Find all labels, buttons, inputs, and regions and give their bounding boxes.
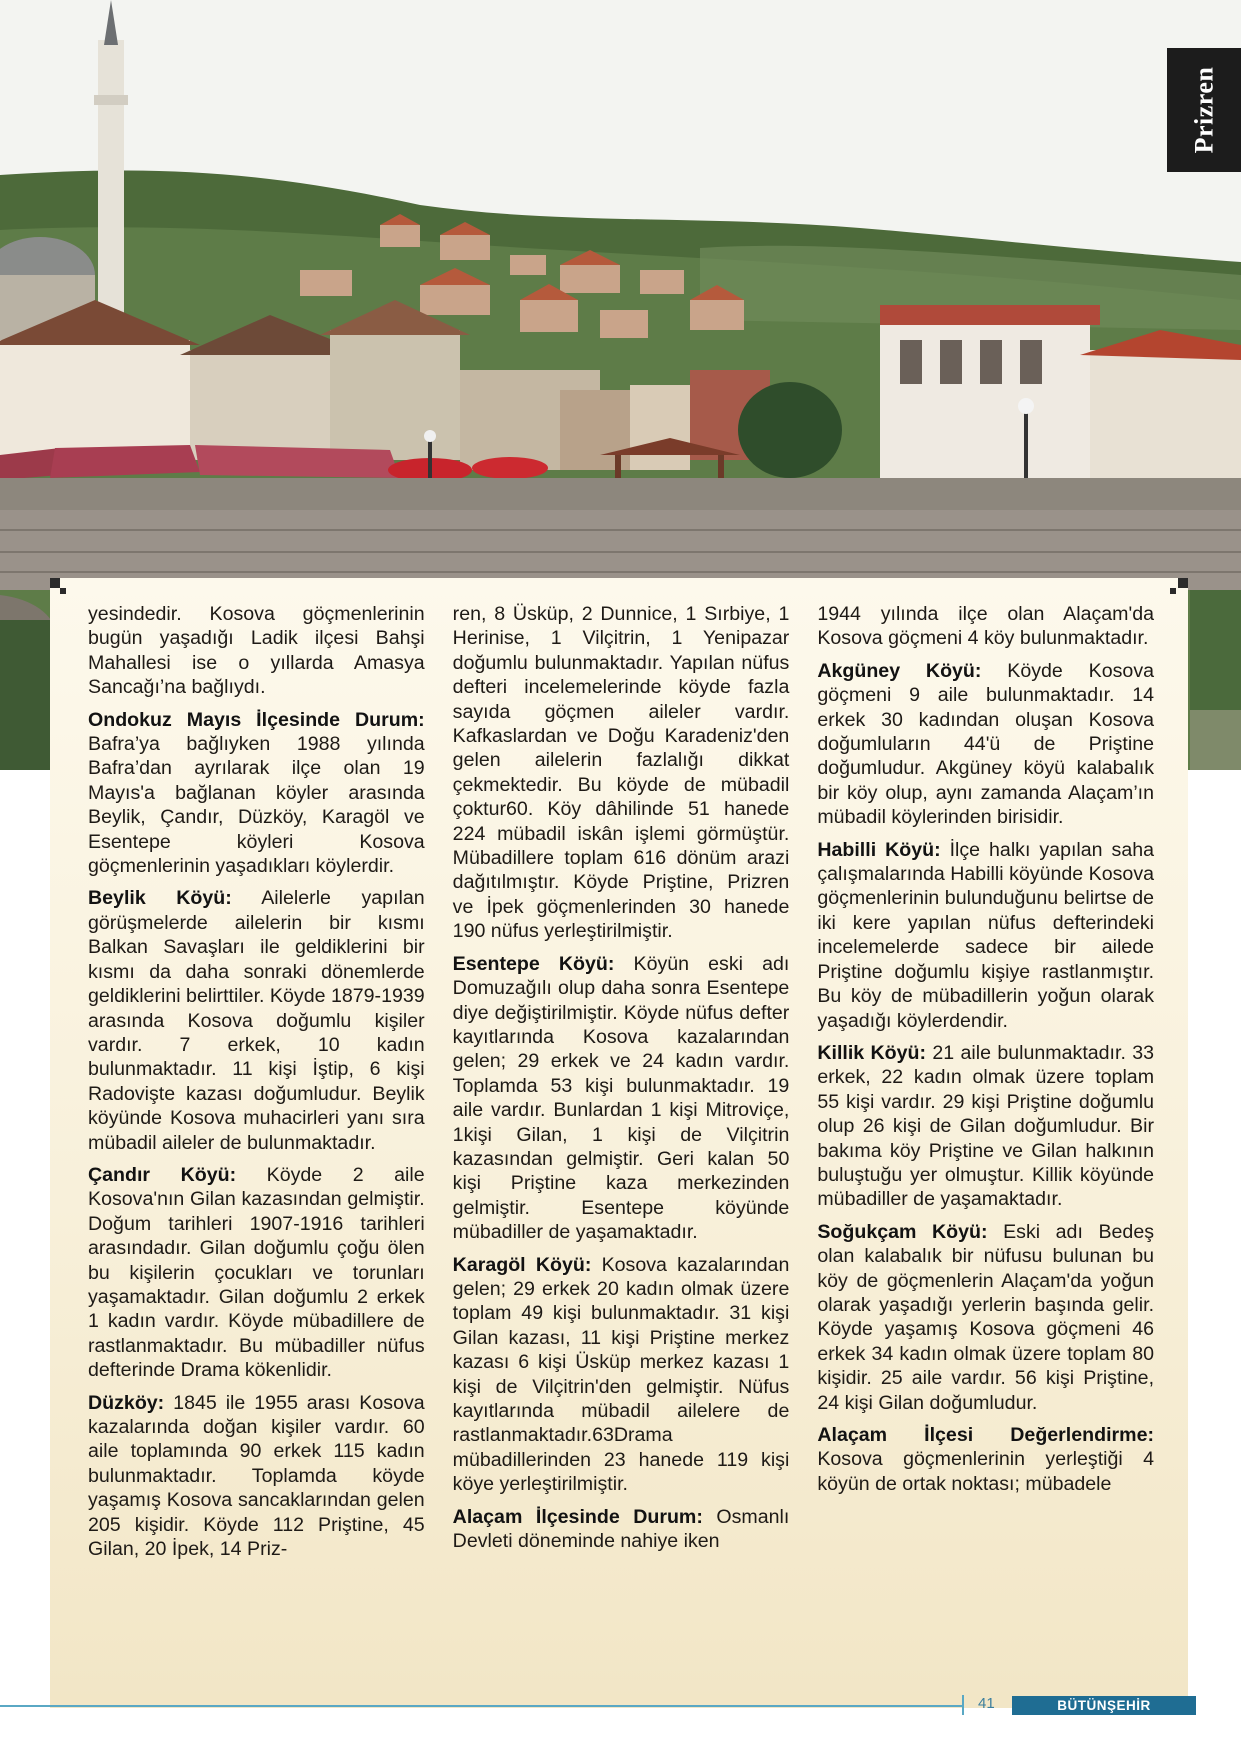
- paragraph-heading: Alaçam İlçesinde Durum:: [452, 1505, 703, 1528]
- paragraph-heading: Esentepe Köyü:: [452, 952, 615, 975]
- paragraph: Alaçam İlçesi Değerlendirme: Kosova göçmenlerinin yerleştiği 4 köyün de ortak noktası; mübadele: [817, 1424, 1155, 1495]
- paragraph: Esentepe Köyü: Köyün eski adı Domuzağılı olup daha sonra Esentepe diye değiştirilmiştir. Köyde nüfus defter kayıtlarında Kosova kazalarından gelen; 29 erkek ve 24 kadın vardır. Toplamda 53 kişi bulunmaktadır. 19 aile vardır. Bunlardan 1 kişi Mitroviçe, 1kişi Gilan, 1 kişi de Vilçitrin kazasından gelmiştir. Geri kalan 50 kişi Priştine kaza merkezinden gelmiştir. Esentepe köyünde mübadiller de yaşamaktadır.: [452, 952, 790, 1244]
- paragraph-heading: Karagöl Köyü:: [452, 1253, 592, 1276]
- paragraph: 1944 yılında ilçe olan Alaçam'da Kosova göçmeni 4 köy bulunmaktadır.: [817, 603, 1155, 650]
- paragraph-heading: Alaçam İlçesi Değerlendirme:: [817, 1424, 1155, 1446]
- magazine-brand: BÜTÜNŞEHİR: [1012, 1696, 1196, 1715]
- footer-rule: [0, 1705, 964, 1707]
- paragraph-heading: Beylik Köyü:: [88, 887, 232, 910]
- paragraph: Düzköy: 1845 ile 1955 arası Kosova kazalarında doğan kişiler vardır. 60 aile toplamında 90 erkek 115 kadın bulunmaktadır. Toplamda köyde yaşamış Kosova sancaklarından gelen 205 kişidir. Köyde 112 Priştine, 45 Gilan, 20 İpek, 14 Priz-: [88, 1391, 425, 1561]
- panel-corner-mark: [1170, 588, 1176, 594]
- paragraph-heading: Ondokuz Mayıs İlçesinde Durum:: [88, 708, 425, 731]
- article-column-1: [88, 602, 425, 1662]
- paragraph: Beylik Köyü: Ailelerle yapılan görüşmelerde ailelerin bir kısmı Balkan Savaşları ile geldiklerini bir kısmı da daha sonraki dönemlerde geldiklerini belirttiler. Köyde 1879-1939 arasında Kosova doğumlu kişiler vardır. 7 erkek, 10 kadın bulunmaktadır. 11 kişi İştip, 6 kişi Radovişte kazası doğumludur. Beylik köyünde Kosova muhacirleri yanı sıra mübadil aileler de bulunmaktadır.: [88, 887, 425, 1154]
- paragraph: Alaçam İlçesinde Durum: Osmanlı Devleti döneminde nahiye iken: [452, 1505, 790, 1553]
- paragraph-heading: Akgüney Köyü:: [817, 659, 982, 682]
- paragraph-heading: Soğukçam Köyü:: [817, 1220, 988, 1243]
- panel-corner-mark: [50, 578, 60, 588]
- article-columns: [88, 602, 1154, 1662]
- paragraph: Ondokuz Mayıs İlçesinde Durum: Bafra’ya bağlıyken 1988 yılında Bafra’dan ayrılarak ilçe olan 19 Mayıs'a bağlanan köyler arasında Beylik, Çandır, Düzköy, Karagöl ve Esentepe köyleri Kosova göçmenlerinin yaşadıkları köylerdir.: [88, 708, 425, 878]
- footer-divider: [962, 1695, 964, 1715]
- section-tab: [1167, 48, 1241, 172]
- panel-corner-mark: [1178, 578, 1188, 588]
- article-column-2: [453, 602, 790, 1662]
- page-number: 41: [978, 1695, 995, 1712]
- article-column-3: [817, 602, 1154, 1662]
- paragraph: Karagöl Köyü: Kosova kazalarından gelen; 29 erkek 20 kadın olmak üzere toplam 49 kişi bulunmaktadır. 31 kişi Gilan kazası, 11 kişi Priştine merkez kazası 6 kişi Üsküp merkez kazası 1 kişi de Vilçitrin'den gelmiştir. Nüfus kayıtlarında mübadil ailelere de rastlanmaktadır.63Drama mübadillerinden 23 hanede 119 kişi köye yerleştirilmiştir.: [452, 1253, 790, 1496]
- paragraph-heading: Düzköy:: [88, 1391, 165, 1414]
- paragraph-heading: Habilli Köyü:: [817, 838, 941, 861]
- paragraph: yesindedir. Kosova göçmenlerinin bugün yaşadığı Ladik ilçesi Bahşi Mahallesi ise o yıllarda Amasya Sancağı’na bağlıydı.: [88, 603, 425, 699]
- paragraph: ren, 8 Üsküp, 2 Dunnice, 1 Sırbiye, 1 Herinise, 1 Vilçitrin, 1 Yenipazar doğumlu bulunmaktadır. Yapılan nüfus defteri incelemelerinde köyde fazla sayıda göçmen aileler vardır. Kafkaslardan ve Doğu Karadeniz'den gelen ailelerin fazlalığı dikkat çekmektedir. Bu köyde de mübadil çoktur60. Köy dâhilinde 51 hanede 224 mübadil iskân işlemi görmüştür. Mübadillere toplam 616 dönüm arazi dağıtılmıştır. Köyde Priştine, Prizren ve İpek göçmenlerinden 30 hanede 190 nüfus yerleştirilmiştir.: [452, 603, 790, 943]
- paragraph: Akgüney Köyü: Köyde Kosova göçmeni 9 aile bulunmaktadır. 14 erkek 30 kadından oluşan Kosova doğumluların 44'ü de Priştine doğumludur. Akgüney köyü kalabalık bir köy olup, aynı zamanda Alaçam’ın mübadil köylerinden birisidir.: [817, 659, 1155, 829]
- paragraph: Habilli Köyü: İlçe halkı yapılan saha çalışmalarında Habilli köyünde Kosova göçmenlerinin bulunduğunu belirtse de iki kere yapılan nüfus defterindeki incelemelerde sadece bir ailede Priştine doğumlu kişiye rastlanmıştır. Bu köy de mübadillerin yoğun olarak yaşadığı köylerdendir.: [817, 838, 1155, 1032]
- paragraph: Killik Köyü: 21 aile bulunmaktadır. 33 erkek, 22 kadın olmak üzere toplam 55 kişi vardır. 29 kişi Priştine doğumlu olup 26 kişi de Gilan doğumludur. Bir bakıma köy Priştine ve Gilan halkının buluştuğu yer olmuştur. Killik köyünde mübadiller de yaşamaktadır.: [817, 1041, 1155, 1211]
- panel-corner-mark: [60, 588, 66, 594]
- paragraph: Soğukçam Köyü: Eski adı Bedeş olan kalabalık bir nüfusu bulunan bu köy de göçmenlerin Alaçam'da yoğun olarak yaşadığı yerlerin başında gelir. Köyde yaşamış Kosova göçmeni 46 erkek 34 kadın olmak üzere toplam 80 kişidir. 25 aile vardır. 56 kişi Priştine, 24 kişi Gilan doğumludur.: [817, 1220, 1155, 1414]
- section-tab-label: Prizren: [1189, 66, 1219, 154]
- paragraph-heading: Killik Köyü:: [817, 1041, 927, 1064]
- paragraph: Çandır Köyü: Köyde 2 aile Kosova'nın Gilan kazasından gelmiştir. Doğum tarihleri 1907-1916 tarihleri arasındadır. Gilan doğumlu çoğu ölen bu kişilerin çocukları ve torunları yaşamaktadır. Gilan doğumlu 2 erkek 1 kadın vardır. Köyde mübadillere de rastlanmaktadır. Bu mübadiller nüfus defterinde Drama kökenlidir.: [88, 1163, 425, 1382]
- paragraph-heading: Çandır Köyü:: [88, 1163, 237, 1186]
